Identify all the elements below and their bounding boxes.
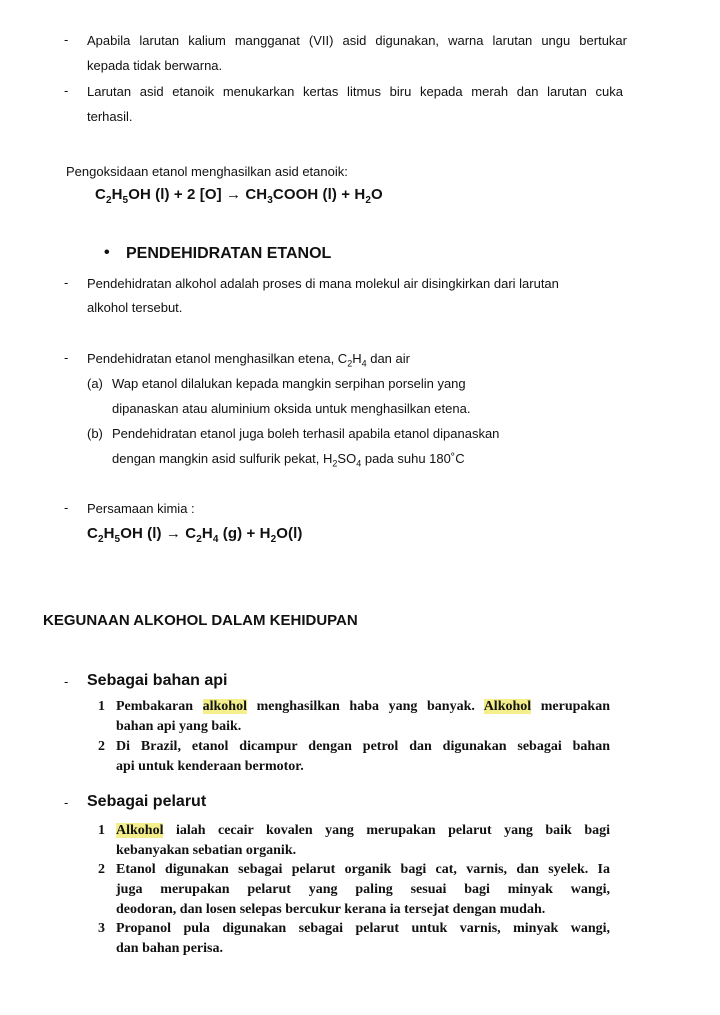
solvent-item-2: Etanol digunakan sebagai pelarut organik bagi cat, varnis, dan syelek. Ia [116,862,610,877]
sub-item-a: Wap etanol dilalukan kepada mangkin serpihan porselin yang [112,376,466,391]
list-dash: - [64,795,69,810]
item-number: 2 [98,862,105,877]
list-dash: - [64,32,69,47]
list-dash: - [64,674,69,689]
list-item-text: Apabila larutan kalium mangganat (VII) asid digunakan, warna larutan ungu bertukar [87,33,627,48]
subheading-solvent: Sebagai pelarut [87,793,207,810]
item-number: 3 [98,921,105,936]
fuel-item-2: api untuk kenderaan bermotor. [116,759,304,774]
list-dash: - [64,83,69,98]
solvent-item-3: dan bahan perisa. [116,941,223,956]
section-heading-dehydration: PENDEHIDRATAN ETANOL [126,245,332,262]
solvent-item-2: juga merupakan pelarut yang paling sesuai bagi minyak wangi, [116,882,610,897]
highlight: alkohol [202,699,247,714]
sub-label-a: (a) [87,376,103,391]
item-number: 2 [98,739,105,754]
fuel-item-2: Di Brazil, etanol dicampur dengan petrol dan digunakan sebagai bahan [116,739,610,754]
solvent-item-1: kebanyakan sebatian organik. [116,843,297,858]
subheading-fuel: Sebagai bahan api [87,672,228,689]
list-dash: - [64,275,69,290]
sub-item-b: dengan mangkin asid sulfurik pekat, $H_2SO_4$ pada suhu 180˚C [112,451,465,469]
highlight: Alkohol [483,699,532,714]
oxidation-equation: $C_2H_5OH$ (l) + 2 $[O] \to CH_3COOH$ $(l) + H_2O$ [95,186,383,206]
oxidation-intro: Pengoksidaan etanol menghasilkan asid etanoik: [66,164,348,179]
equation-label: Persamaan kimia : [87,501,195,516]
highlight: Alkohol [116,823,164,838]
list-item-text: Larutan asid etanoik menukarkan kertas litmus biru kepada merah dan larutan cuka [87,84,623,99]
fuel-item-1: bahan api yang baik. [116,719,242,734]
list-item-text: kepada tidak berwarna. [87,58,223,73]
sub-label-b: (b) [87,426,103,441]
solvent-item-1: Alkohol ialah cecair kovalen yang merupakan pelarut yang baik bagi [116,823,610,838]
solvent-item-3: Propanol pula digunakan sebagai pelarut untuk varnis, minyak wangi, [116,921,610,936]
dehydration-definition: Pendehidratan alkohol adalah proses di mana molekul air disingkirkan dari larutan [87,276,559,291]
list-dash: - [64,500,69,515]
sub-item-a: dipanaskan atau aluminium oksida untuk menghasilkan etena. [112,401,471,416]
dehydration-products: Pendehidratan etanol menghasilkan etena, $C_2H_4$ dan air [87,351,410,369]
bullet-icon: • [104,244,110,261]
section-heading-uses: KEGUNAAN ALKOHOL DALAM KEHIDUPAN [43,612,358,629]
item-number: 1 [98,699,105,714]
sub-item-b: Pendehidratan etanol juga boleh terhasil apabila etanol dipanaskan [112,426,500,441]
item-number: 1 [98,823,105,838]
fuel-item-1: Pembakaran alkohol menghasilkan haba yang banyak. Alkohol merupakan [116,699,610,714]
dehydration-definition: alkohol tersebut. [87,300,183,315]
list-item-text: terhasil. [87,109,133,124]
list-dash: - [64,350,69,365]
dehydration-equation: $C_2H_5OH$ $(l) \to C_2H_4$ $(g) + H_2O(l)$ [87,525,303,545]
solvent-item-2: deodoran, dan losen selepas bercukur kerana ia tersejat dengan mudah. [116,902,546,917]
